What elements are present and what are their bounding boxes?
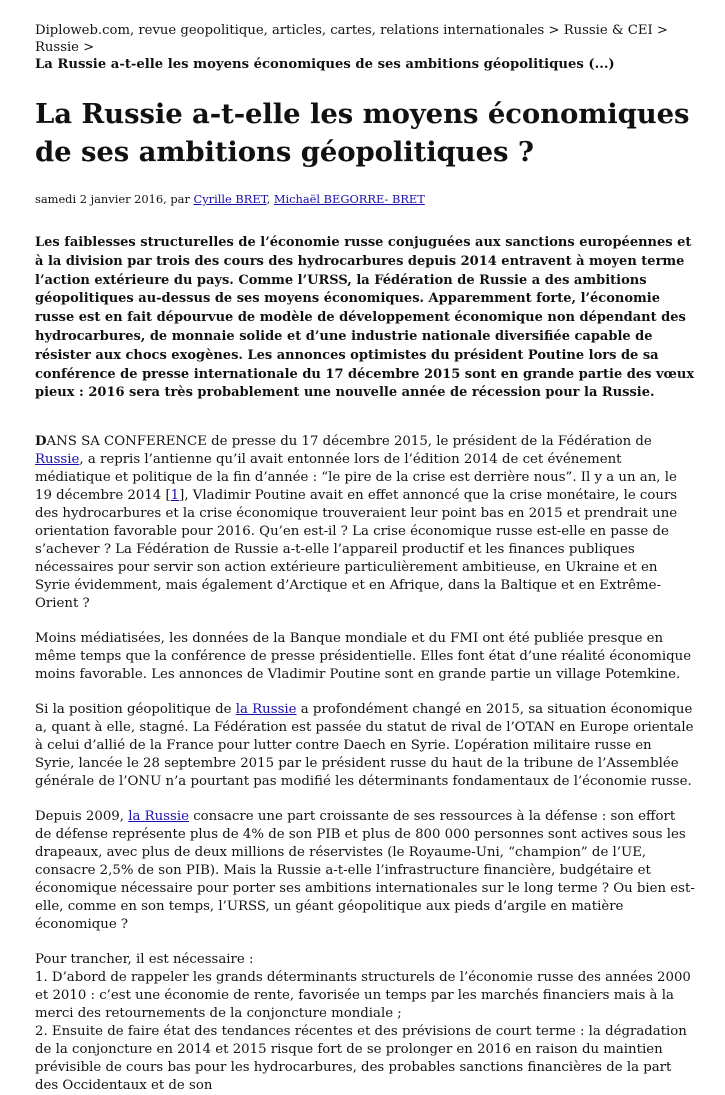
list-item: 2. Ensuite de faire état des tendances récentes et des prévisions de court terme : la dégradation de la conjoncture en 2014 et 2015 risque fort de se prolonger en 2016 en raison du maintien prévisible de cours bas pour les hydrocarbures, des probables sanctions financières de la part des Occidentaux et de son (35, 1024, 687, 1094)
paragraph-3 (35, 701, 695, 791)
author-link-michael-begorre-bret[interactable]: Michaël BEGORRE- BRET (273, 192, 425, 206)
paragraph-text: consacre une part croissante de ses ressources à la défense : son effort de défense représente plus de 4% de son PIB et plus de 800 000 personnes sont actives sous les drapeaux, avec plus de deux millions de réservistes (le Royaume-Uni, “champion” de l’UE, consacre 2,5% de son PIB). Mais la Russie a-t-elle l’infrastructure financière, budgétaire et économique nécessaire pour porter ses ambitions internationales sur le long terme ? Ou bien est-elle, comme en son temps, l’URSS, un géant géopolitique aux pieds d’argile en matière économique ? (35, 809, 695, 933)
breadcrumb-category-link[interactable]: Russie & CEI (563, 23, 653, 38)
drop-cap: D (35, 434, 47, 450)
paragraph-text: ], Vladimir Poutine avait en effet annoncé que la crise monétaire, le cours des hydrocarbures et la crise économique trouveraient leur point bas en 2015 et prendrait une orientation favorable pour 2016. Qu’en est-il ? La crise économique russe est-elle en passe de s’achever ? La Fédération de Russie a-t-elle l’appareil productif et les finances publiques nécessaires pour servir son action extérieure particulièrement ambitieuse, en Ukraine et en Syrie évidemment, mais également d’Arctique et en Afrique, dans la Baltique et en Extrême-Orient ? (35, 488, 678, 612)
breadcrumb-separator: > (544, 23, 564, 38)
breadcrumb (35, 22, 695, 73)
paragraph-text: a profondément changé en 2015, sa situation économique a, quant à elle, stagné. La Fédération est passée du statut de rival de l’OTAN en Europe orientale à celui d’allié de la France pour lutter contre Daech en Syrie. L’opération militaire russe en Syrie, lancée le 28 septembre 2015 par le président russe du haut de la tribune de l’Assemblée générale de l’ONU n’a pourtant pas modifié les déterminants fondamentaux de l’économie russe. (35, 702, 694, 790)
byline (35, 191, 695, 207)
la-russie-link[interactable]: la Russie (235, 702, 297, 718)
page-title: La Russie a-t-elle les moyens économiques de ses ambitions géopolitiques ? (35, 98, 690, 168)
paragraph-text: , a repris l’antienne qu’il avait entonnée lors de l’édition 2014 de cet événement médiatique et politique de la fin d’année : “le pire de la crise est derrière nous”. Il y a un an, le 19 décembre 2014 [ (35, 452, 677, 504)
author-link-cyrille-bret[interactable]: Cyrille BRET (193, 192, 267, 206)
breadcrumb-separator: > (78, 40, 95, 55)
breadcrumb-site-link[interactable]: Diploweb.com, revue geopolitique, articles, cartes, relations internationales (35, 23, 545, 38)
list-intro: Pour trancher, il est nécessaire : (35, 952, 254, 968)
breadcrumb-subcategory-link[interactable]: Russie (35, 40, 79, 55)
breadcrumb-current: La Russie a-t-elle les moyens économiques de ses ambitions géopolitiques (...) (35, 57, 615, 72)
la-russie-link[interactable]: la Russie (128, 809, 189, 825)
paragraph-1 (35, 433, 695, 613)
article-summary: Les faiblesses structurelles de l’économie russe conjuguées aux sanctions européennes et à la division par trois des cours des hydrocarbures depuis 2014 entravent à moyen terme l’action extérieure du pays. Comme l’URSS, la Fédération de Russie a des ambitions géopolitiques au-dessus de ses moyens économiques. Apparemment forte, l’économie russe est en fait dépourvue de modèle de développement économique non dépendant des hydrocarbures, de monnaie solide et d’une industrie nationale diversifiée capable de résister aux chocs exogènes. Les annonces optimistes du président Poutine lors de sa conférence de presse internationale du 17 décembre 2015 sont en grande partie des vœux pieux : 2016 sera très probablement une nouvelle année de récession pour la Russie. (35, 235, 695, 401)
paragraph-text: Depuis 2009, (35, 809, 129, 825)
publication-date: samedi 2 janvier 2016, par (35, 192, 194, 206)
paragraph-text: Si la position géopolitique de (35, 702, 236, 718)
outline-list (35, 951, 695, 1095)
paragraph-2: Moins médiatisées, les données de la Banque mondiale et du FMI ont été publiée presque en même temps que la conférence de presse présidentielle. Elles font état d’une réalité économique moins favorable. Les annonces de Vladimir Poutine sont en grande partie un village Potemkine. (35, 631, 692, 683)
paragraph-text: ANS SA CONFERENCE de presse du 17 décembre 2015, le président de la Fédération de (46, 434, 652, 450)
list-item: 1. D’abord de rappeler les grands déterminants structurels de l’économie russe des années 2000 et 2010 : c’est une économie de rente, favorisée un temps par les marchés financiers mais à la merci des retournements de la conjoncture mondiale ; (35, 970, 691, 1022)
paragraph-4 (35, 808, 695, 934)
breadcrumb-separator: > (652, 23, 668, 38)
author-separator: , (266, 192, 274, 206)
russie-link[interactable]: Russie (35, 452, 80, 468)
footnote-link-1[interactable]: 1 (170, 488, 180, 504)
